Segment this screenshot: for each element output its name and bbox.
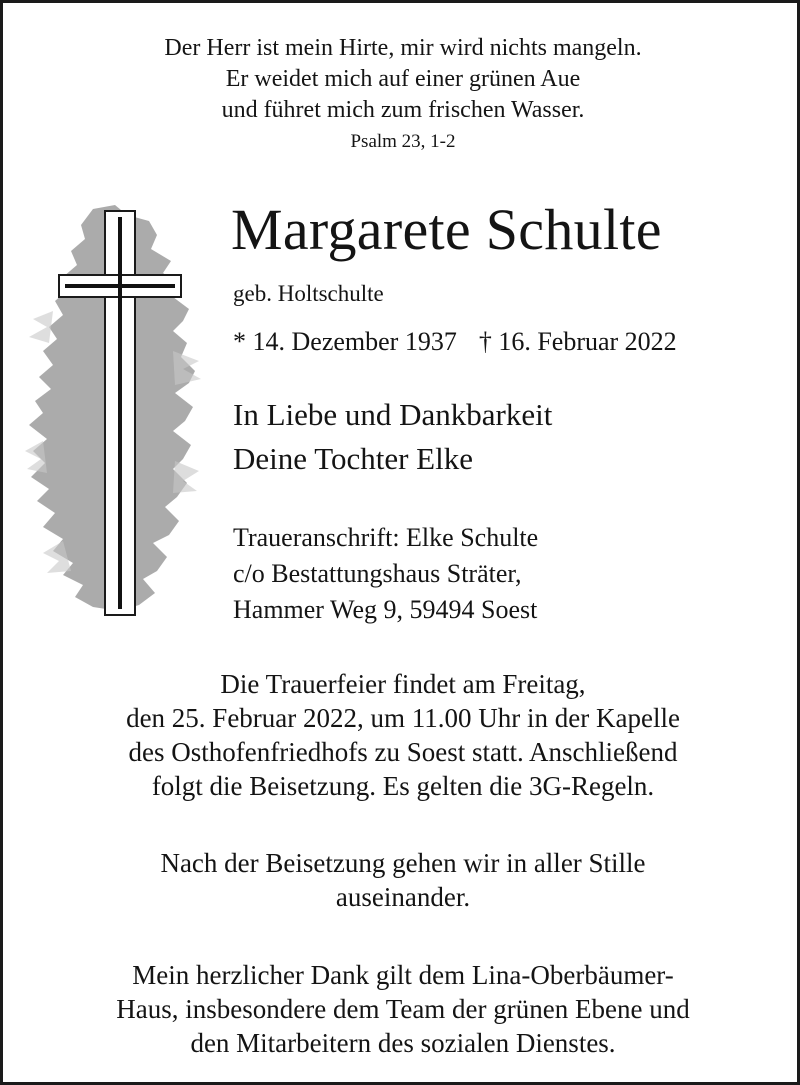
farewell-line: Nach der Beisetzung gehen wir in aller Stille [160, 848, 646, 878]
maiden-name: geb. Holtschulte [233, 281, 384, 306]
thanks-note [3, 958, 800, 1060]
ceremony-line: Die Trauerfeier findet am Freitag, [220, 669, 586, 699]
ceremony-line: folgt die Beisetzung. Es gelten die 3G-Regeln. [151, 771, 655, 801]
farewell-line: auseinander. [335, 882, 471, 912]
verse-line: und führet mich zum frischen Wasser. [221, 97, 585, 123]
mourners-line: In Liebe und Dankbarkeit [233, 397, 553, 432]
thanks-line: Mein herzlicher Dank gilt dem Lina-Oberbäumer- [132, 960, 674, 990]
death-date: † 16. Februar 2022 [478, 327, 677, 356]
mourners [233, 393, 552, 481]
verse-reference: Psalm 23, 1-2 [350, 131, 456, 152]
life-dates [233, 325, 677, 359]
farewell-note [3, 846, 800, 914]
address-line: Traueranschrift: Elke Schulte [233, 523, 539, 552]
birth-date: * 14. Dezember 1937 [233, 327, 457, 356]
ceremony-line: den 25. Februar 2022, um 11.00 Uhr in der Kapelle [126, 703, 680, 733]
mourners-line: Deine Tochter Elke [233, 441, 473, 476]
verse-line: Er weidet mich auf einer grünen Aue [225, 66, 581, 92]
address-line: c/o Bestattungshaus Sträter, [233, 559, 522, 588]
ceremony-info [3, 667, 800, 803]
thanks-line: den Mitarbeitern des sozialen Dienstes. [190, 1028, 616, 1058]
psalm-verse [3, 33, 800, 155]
thanks-line: Haus, insbesondere dem Team der grünen Ebene und [116, 994, 690, 1024]
address-line: Hammer Weg 9, 59494 Soest [233, 595, 538, 624]
ceremony-line: des Osthofenfriedhofs zu Soest statt. Anschließend [128, 737, 678, 767]
verse-line: Der Herr ist mein Hirte, mir wird nichts mangeln. [164, 35, 642, 61]
cross-icon [23, 201, 203, 621]
condolence-address [233, 520, 538, 628]
deceased-name: Margarete Schulte [231, 197, 662, 262]
